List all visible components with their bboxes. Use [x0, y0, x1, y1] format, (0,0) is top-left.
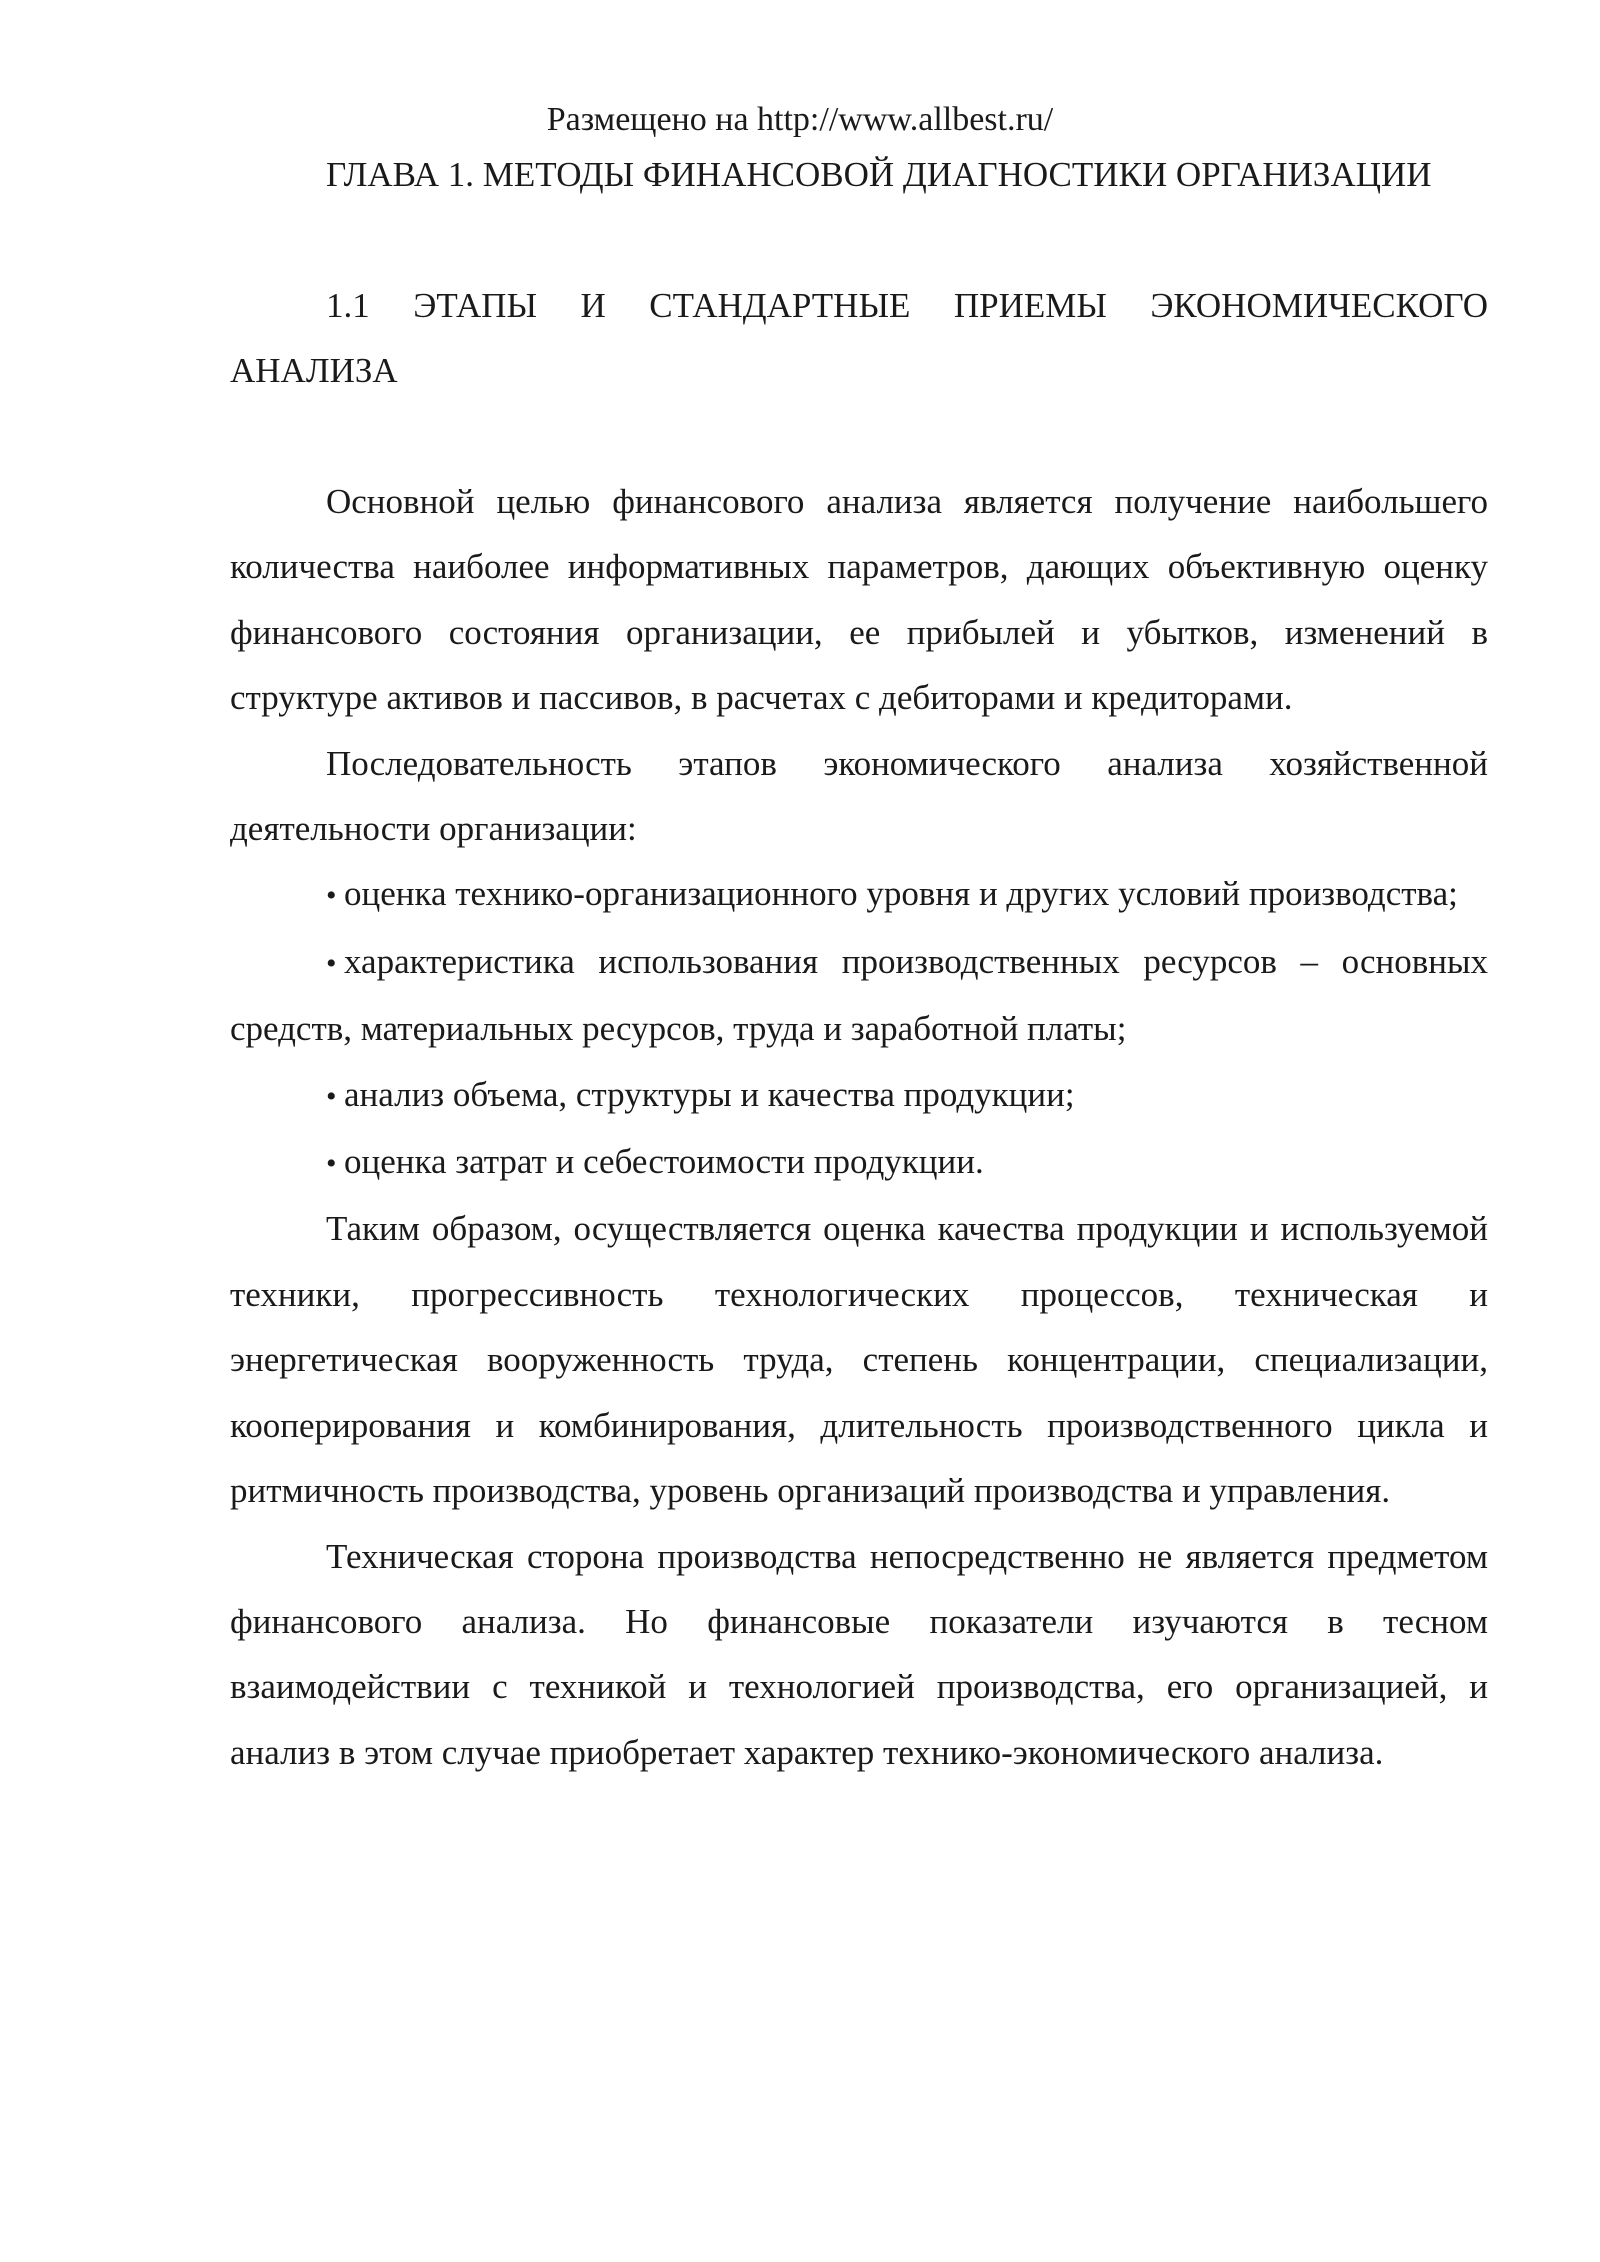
list-item-text: анализ объема, структуры и качества продукции; [344, 1074, 1075, 1114]
list-item-text: оценка технико-организационного уровня и других условий производства; [344, 874, 1458, 914]
paragraph-sequence-intro: Последовательность этапов экономического анализа хозяйственной деятельности организации: [230, 743, 1488, 849]
paragraph-purpose: Основной целью финансового анализа является получение наибольшего количества наиболее информативных параметров, дающих объективную оценку финансового состояния организации, ее прибылей и убытков, изменений в структуре активов и пассивов, в расчетах с дебиторами и кредиторами. [230, 482, 1488, 718]
chapter-heading: ГЛАВА 1. МЕТОДЫ ФИНАНСОВОЙ ДИАГНОСТИКИ ОРГАНИЗАЦИИ [326, 155, 1432, 194]
list-item [230, 861, 1488, 928]
document-body [230, 142, 1488, 1785]
paragraph-technical-side: Техническая сторона производства непосредственно не является предметом финансового анализа. Но финансовые показатели изучаются в тесном взаимодействии с техникой и технологией производства, его организацией, и анализ в этом случае приобретает характер технико-экономического анализа. [230, 1536, 1488, 1772]
list-item [230, 1129, 1488, 1196]
list-item [230, 1062, 1488, 1129]
bullet-icon: • [326, 1147, 337, 1181]
section-heading: 1.1 ЭТАПЫ И СТАНДАРТНЫЕ ПРИЕМЫ ЭКОНОМИЧЕСКОГО АНАЛИЗА [230, 285, 1488, 391]
bullet-icon: • [326, 1079, 337, 1113]
paragraph-conclusion: Таким образом, осуществляется оценка качества продукции и используемой техники, прогрессивность технологических процессов, техническая и энергетическая вооруженность труда, степень концентрации, специализации, кооперирования и комбинирования, длительность производственного цикла и ритмичность производства, уровень организаций производства и управления. [230, 1209, 1488, 1511]
bullet-icon: • [326, 879, 337, 913]
watermark-text: Размещено на http://www.allbest.ru/ [546, 101, 1054, 138]
bullet-icon: • [326, 946, 337, 980]
list-item-text: характеристика использования производственных ресурсов – основных средств, материальных ресурсов, труда и заработной платы; [230, 941, 1488, 1049]
list-item-text: оценка затрат и себестоимости продукции. [344, 1142, 984, 1182]
list-item [230, 929, 1488, 1062]
